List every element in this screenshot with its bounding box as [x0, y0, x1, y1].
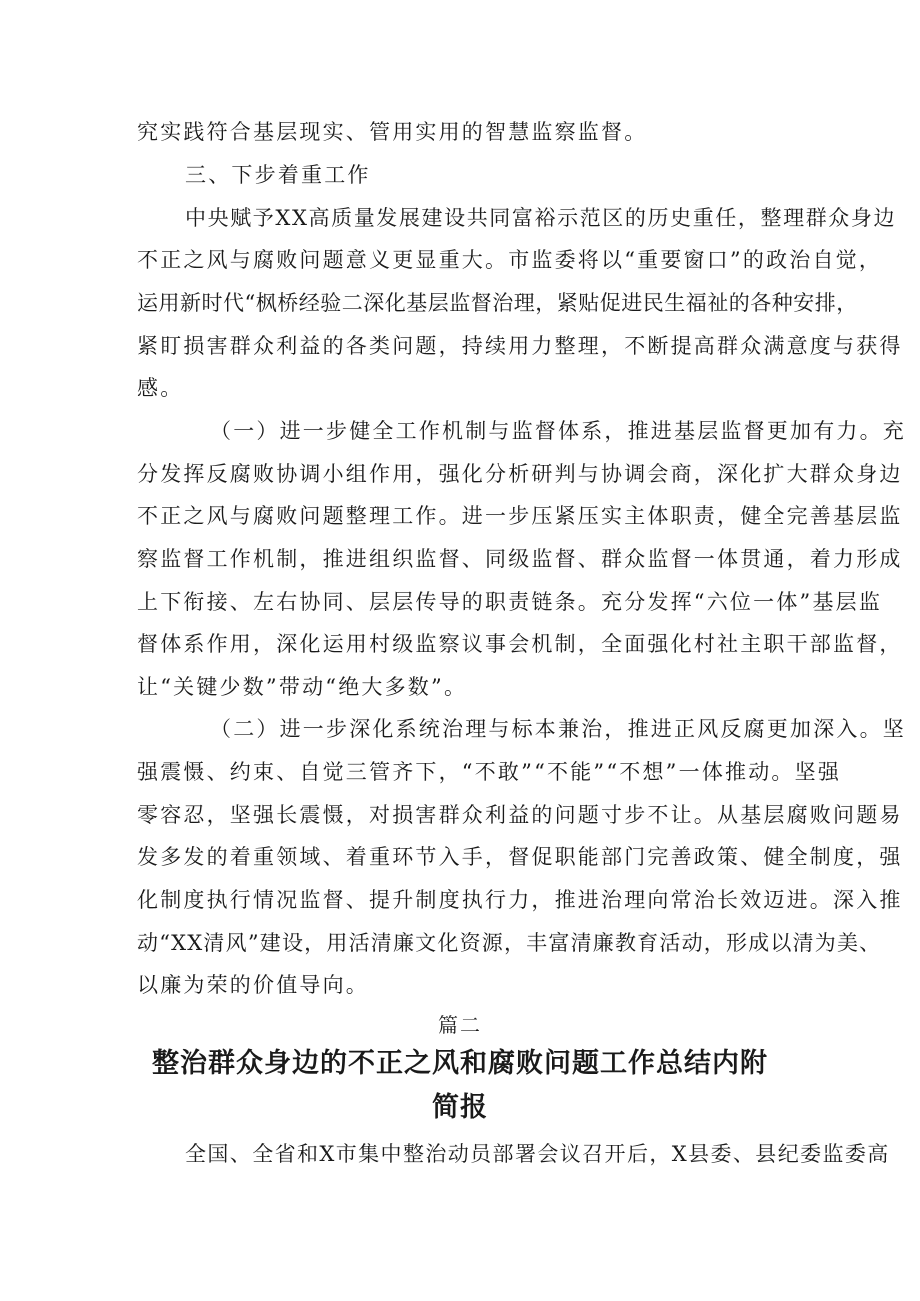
- paragraph-line: 督体系作用，深化运用村级监察议事会机制，全面强化村社主职干部监督，: [137, 632, 903, 656]
- paragraph-line: 全国、全省和X市集中整治动员部署会议召开后，X县委、县纪委监委高: [185, 1142, 890, 1166]
- paragraph-line: 动“XX清风”建设，用活清廉文化资源，丰富清廉教育活动，形成以清为美、: [137, 931, 882, 955]
- paragraph-line: （二）进一步深化系统治理与标本兼治，推进正风反腐更加深入。坚: [210, 717, 906, 741]
- paragraph-line: 以廉为荣的价值导向。: [137, 973, 369, 997]
- paragraph-line: 紧盯损害群众利益的各类问题，持续用力整理，不断提高群众满意度与获得: [137, 334, 903, 358]
- article-label: 篇二: [438, 1013, 482, 1037]
- paragraph-line: 化制度执行情况监督、提升制度执行力，推进治理向常治长效迈进。深入推: [137, 888, 903, 912]
- paragraph-line: 上下衔接、左右协同、层层传导的职责链条。充分发挥“六位一体”基层监: [137, 590, 883, 614]
- section-heading: 三、下步着重工作: [185, 163, 371, 187]
- paragraph-line: 让“关键少数”带动“绝大多数”。: [137, 675, 468, 699]
- paragraph-line: 分发挥反腐败协调小组作用，强化分析研判与协调会商，深化扩大群众身边: [137, 462, 903, 486]
- paragraph-line: 强震慑、约束、自觉三管齐下，“不敢”“不能”“不想”一体推动。坚强: [137, 760, 842, 784]
- paragraph-line: 零容忍，坚强长震慑，对损害群众利益的问题寸步不让。从基层腐败问题易: [137, 803, 903, 827]
- paragraph-line: 中央赋予XX高质量发展建设共同富裕示范区的历史重任，整理群众身边: [185, 206, 897, 230]
- paragraph-line: 究实践符合基层现实、管用实用的智慧监察监督。: [137, 120, 648, 144]
- paragraph-line: 感。: [137, 376, 184, 400]
- article-title-line1: 整治群众身边的不正之风和腐败问题工作总结内附: [152, 1048, 768, 1079]
- paragraph-line: 不正之风与腐败问题整理工作。进一步压紧压实主体职责，健全完善基层监: [137, 504, 903, 528]
- article-title-line2: 简报: [432, 1092, 488, 1123]
- paragraph-line: （一）进一步健全工作机制与监督体系，推进基层监督更加有力。充: [210, 419, 906, 443]
- paragraph-line: 不正之风与腐败问题意义更显重大。市监委将以“重要窗口”的政治自觉，: [137, 248, 883, 272]
- paragraph-line: 运用新时代“枫桥经验二深化基层监督治理，紧贴促进民生福祉的各种安排，: [137, 291, 858, 315]
- paragraph-line: 发多发的着重领域、着重环节入手，督促职能部门完善政策、健全制度，强: [137, 845, 903, 869]
- paragraph-line: 察监督工作机制，推进组织监督、同级监督、群众监督一体贯通，着力形成: [137, 547, 903, 571]
